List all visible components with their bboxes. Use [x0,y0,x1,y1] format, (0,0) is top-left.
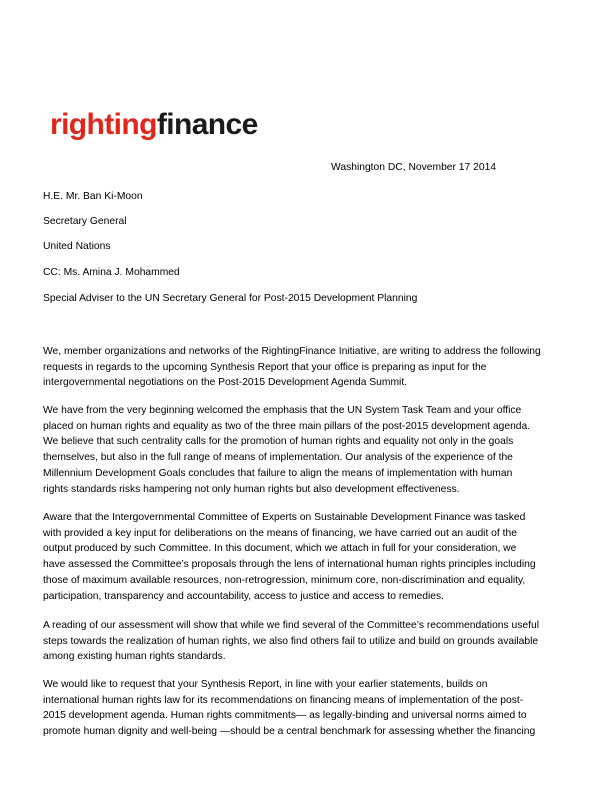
paragraph-emphasis [43,403,568,497]
text-line: steps towards the realization of human rights, we also find others fail to utilize and build on grounds available [43,635,539,647]
text-line: intergovernmental negotiations on the Post-2015 Development Agenda Summit. [43,377,408,389]
text-line: have assessed the Committee’s proposals through the lens of international human rights principles including [43,559,536,571]
text-line: output produced by such Committee. In this document, which we attach in full for your consideration, we [43,543,517,555]
paragraph-assessment [43,618,568,665]
rightingfinance-logo [50,105,258,145]
paragraph-intro [43,344,568,391]
text-line: those of maximum available resources, non-retrogression, minimum core, non-discrimination and equality, [43,574,526,586]
text-line: We would like to request that your Synthesis Report, in line with your earlier statements, builds on [43,679,488,690]
text-line: We believe that such centrality calls for the promotion of human rights and equality not only in the goals [43,436,514,448]
text-line: Millennium Development Goals concludes that failure to align the means of implementation with human [43,467,513,479]
logo-finance-text: finance [156,108,258,141]
text-line: requests in regards to the upcoming Synthesis Report that your office is preparing as input for the [43,361,487,373]
addressee-title: Secretary General [43,216,127,227]
text-line: 2015 development agenda. Human rights commitments— as legally-binding and universal norms aimed to [43,710,527,722]
text-line: themselves, but also in the full range of means of implementation. Our analysis of the experience of the [43,452,513,464]
text-line: We, member organizations and networks of the RightingFinance Initiative, are writing to address the following [43,346,541,357]
text-line: Aware that the Intergovernmental Committee of Experts on Sustainable Development Finance was tasked [43,512,526,523]
cc-title: Special Adviser to the UN Secretary General for Post-2015 Development Planning [43,293,418,304]
paragraph-audit [43,510,568,604]
text-line: rights standards risks hampering not only human rights but also development effectiveness. [43,483,460,495]
logo-righting-text: righting [50,108,157,141]
addressee-name: H.E. Mr. Ban Ki-Moon [43,191,143,202]
text-line: among existing human rights standards. [43,651,226,663]
addressee-org: United Nations [43,241,111,252]
text-line: promote human dignity and well-being —should be a central benchmark for assessing whether the financing [43,726,536,738]
text-line: placed on human rights and equality as two of the three main pillars of the post-2015 development agenda. [43,420,531,432]
text-line: international human rights law for its recommendations on financing means of implementation of the post- [43,694,524,706]
text-line: A reading of our assessment will show that while we find several of the Committee’s recommendations useful [43,620,540,631]
cc-line: CC: Ms. Amina J. Mohammed [43,267,180,278]
letter-date: Washington DC, November 17 2014 [331,162,497,173]
text-line: We have from the very beginning welcomed the emphasis that the UN System Task Team and your office [43,405,522,416]
paragraph-request [43,677,568,740]
text-line: with provided a key input for deliberations on the means of financing, we have carried out an audit of the [43,527,517,539]
text-line: participation, transparency and accountability, access to justice and access to remedies. [43,590,445,602]
